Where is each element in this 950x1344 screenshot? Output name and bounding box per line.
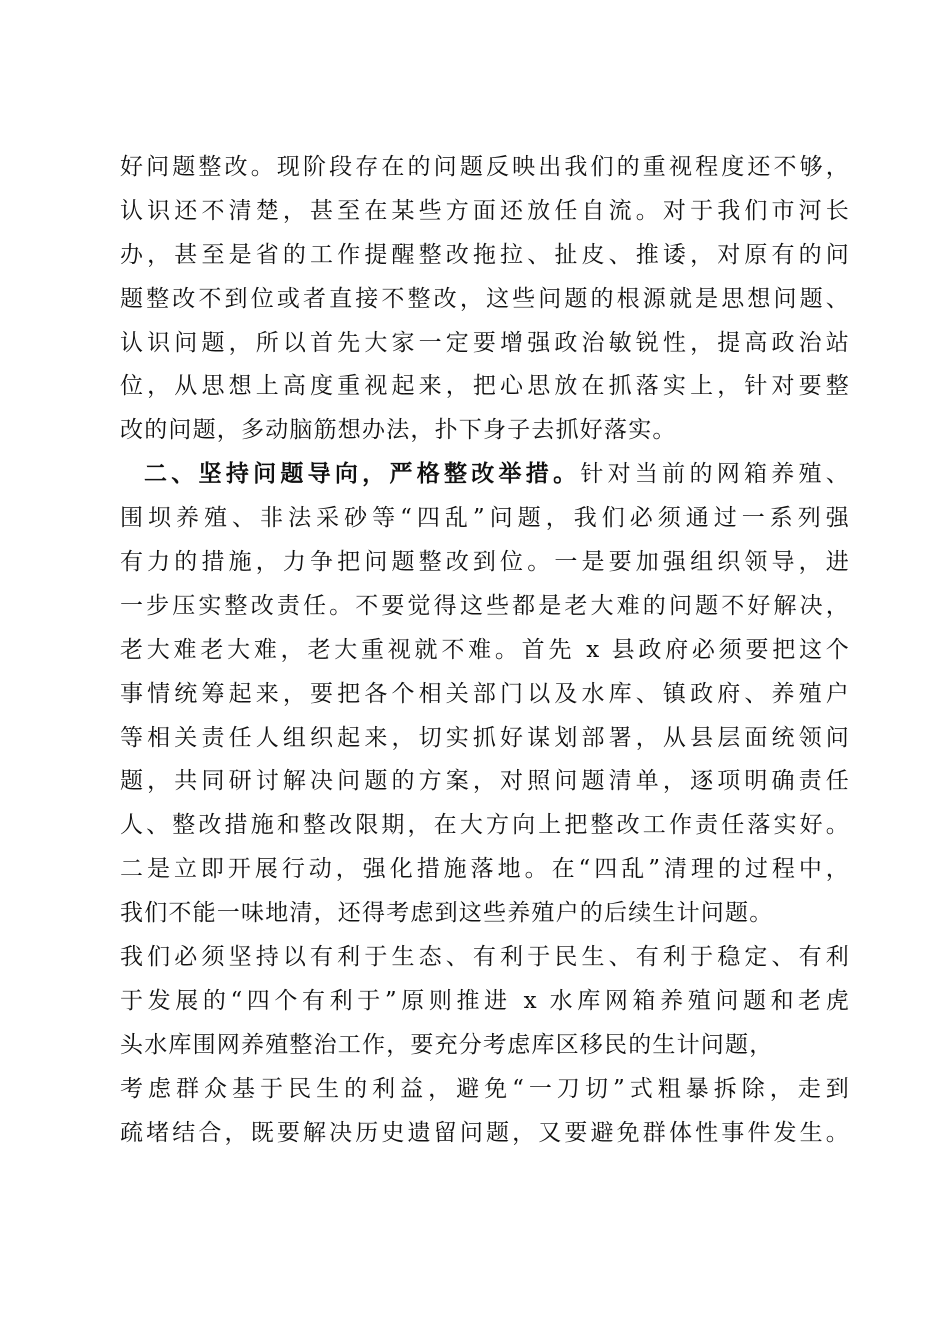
text-line: 一步压实整改责任。不要觉得这些都是老大难的问题不好解决，	[120, 592, 850, 619]
text-line: 疏堵结合，既要解决历史遗留问题，又要避免群体性事件发生。	[120, 1119, 850, 1146]
text-line: 考虑群众基于民生的利益，避免“一刀切”式粗暴拆除，走到	[120, 1075, 850, 1102]
text-line: 头水库围网养殖整治工作，要充分考虑库区移民的生计问题，	[120, 1031, 774, 1058]
text-line: 办，甚至是省的工作提醒整改拖拉、扯皮、推诿，对原有的问	[120, 241, 850, 268]
text-line: 二是立即开展行动，强化措施落地。在“四乱”清理的过程中，	[120, 856, 850, 883]
text-line: 于发展的“四个有利于”原则推进 x 水库网箱养殖问题和老虎	[120, 987, 850, 1014]
document-body	[120, 146, 850, 1155]
text-line: 认识还不清楚，甚至在某些方面还放任自流。对于我们市河长	[120, 197, 850, 224]
section-heading-line	[120, 453, 850, 497]
text-line: 题整改不到位或者直接不整改，这些问题的根源就是思想问题、	[120, 285, 850, 312]
text-line: 等相关责任人组织起来，切实抓好谋划部署，从县层面统领问	[120, 724, 850, 751]
section-heading: 二、坚持问题导向，严格整改举措。	[144, 461, 581, 488]
text-line: 老大难老大难，老大重视就不难。首先 x 县政府必须要把这个	[120, 636, 850, 663]
text-line: 好问题整改。现阶段存在的问题反映出我们的重视程度还不够，	[120, 154, 850, 180]
text-line: 我们必须坚持以有利于生态、有利于民生、有利于稳定、有利	[120, 944, 850, 971]
text-line: 人、整改措施和整改限期，在大方向上把整改工作责任落实好。	[120, 812, 850, 839]
text-line: 我们不能一味地清，还得考虑到这些养殖户的后续生计问题。	[120, 900, 774, 927]
text-line: 认识问题，所以首先大家一定要增强政治敏锐性，提高政治站	[120, 329, 850, 356]
text-line: 事情统筹起来，要把各个相关部门以及水库、镇政府、养殖户	[120, 680, 850, 707]
section-intro-text: 针对当前的网箱养殖、	[580, 461, 851, 488]
text-line: 有力的措施，力争把问题整改到位。一是要加强组织领导，进	[120, 549, 850, 576]
text-line: 位，从思想上高度重视起来，把心思放在抓落实上，针对要整	[120, 373, 850, 400]
text-line: 改的问题，多动脑筋想办法，扑下身子去抓好落实。	[120, 417, 677, 444]
text-line: 题，共同研讨解决问题的方案，对照问题清单，逐项明确责任	[120, 768, 850, 795]
text-line: 围坝养殖、非法采砂等“四乱”问题，我们必须通过一系列强	[120, 505, 850, 532]
